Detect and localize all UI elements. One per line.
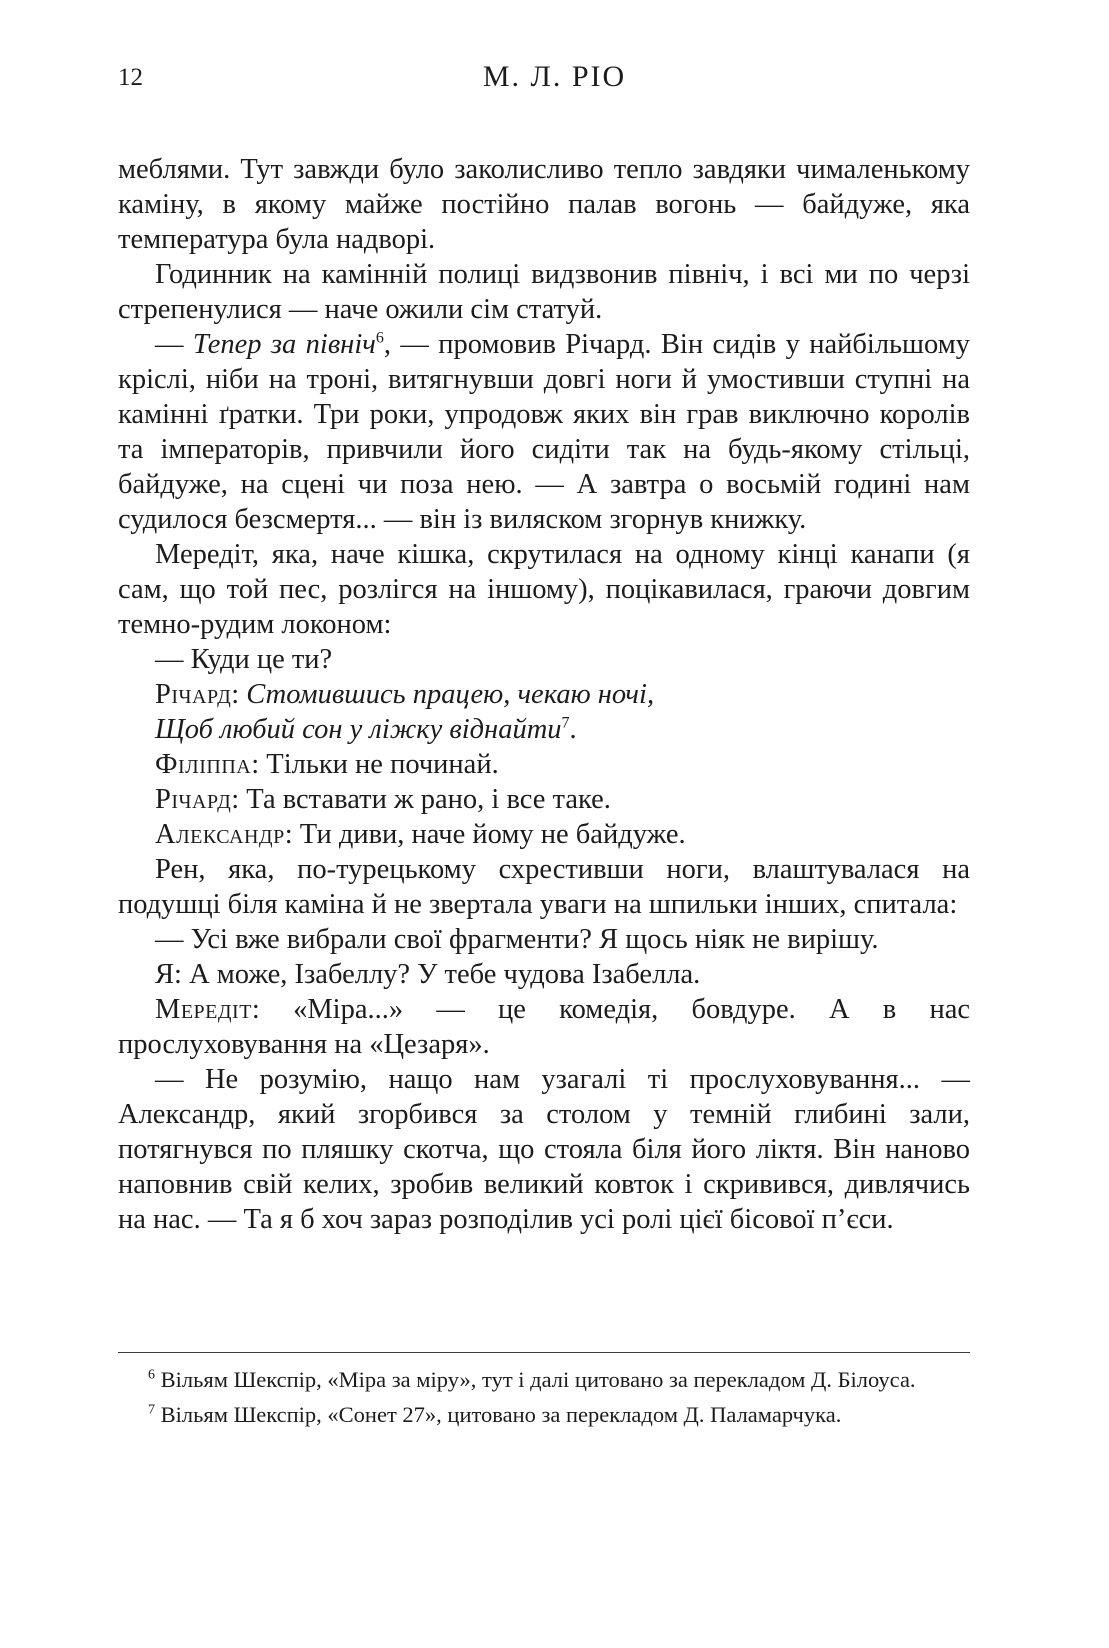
paragraph	[118, 327, 970, 537]
paragraph: — Усі вже вибрали свої фрагменти? Я щось ніяк не вирішу.	[155, 924, 879, 955]
paragraph: — Куди це ти?	[155, 644, 333, 675]
paragraph: Мередіт, яка, наче кішка, скрутилася на одному кінці канапи (я сам, що той пес, розлігся на іншому), поцікавилася, граючи довгим темно-рудим локоном:	[118, 539, 970, 640]
dialogue-text: Ти диви, наче йому не байдуже.	[299, 819, 686, 850]
footnote-marker: 7	[148, 1402, 155, 1418]
verse-italic: Стомившись працею, чекаю ночі,	[246, 679, 655, 710]
speaker-name: Мередіт	[155, 994, 252, 1025]
dialogue-line: Мередіт: «Міра...» — це комедія, бовдуре. А в нас прослуховування на «Цезаря».	[118, 994, 971, 1060]
speaker-name: Філіппа	[155, 749, 252, 780]
footnote-divider	[118, 1352, 970, 1353]
quote-italic: Тепер за північ	[192, 329, 376, 360]
footnotes	[118, 1362, 970, 1432]
dialogue-text: «Міра...» — це комедія, бовдуре. А в нас прослуховування на «Цезаря».	[118, 994, 971, 1060]
footnote-7	[118, 1397, 970, 1432]
footnote-ref-7: 7	[561, 714, 570, 732]
page-number: 12	[118, 64, 143, 91]
body-text	[118, 152, 970, 1237]
paragraph: меблями. Тут завжди було заколисливо тепло завдяки чималенькому каміну, в якому майже постійно палав вогонь — байдуже, яка температура була надворі.	[118, 154, 970, 255]
dialogue-text: Тільки не починай.	[266, 749, 499, 780]
speaker-name: Я	[155, 959, 175, 990]
speaker-name: Річард	[155, 679, 232, 710]
dialogue-text: Та вставати ж рано, і все таке.	[246, 784, 611, 815]
footnote-6	[118, 1362, 970, 1397]
dialogue-line: Александр: Ти диви, наче йому не байдуже.	[155, 819, 686, 850]
dash: —	[155, 329, 193, 360]
running-head: М. Л. РІО	[482, 60, 627, 93]
speaker-name: Александр	[155, 819, 285, 850]
dialogue-line: Філіппа: Тільки не починай.	[155, 749, 499, 780]
footnote-text: Вільям Шекспір, «Міра за міру», тут і далі цитовано за перекладом Д. Білоуса.	[160, 1367, 916, 1392]
footnote-text: Вільям Шекспір, «Сонет 27», цитовано за перекладом Д. Паламарчука.	[160, 1402, 842, 1427]
dialogue-line: Річард: Та вставати ж рано, і все таке.	[155, 784, 611, 815]
verse-line: Щоб любий сон у ліжку віднайти$^7$.	[155, 714, 577, 745]
paragraph: Годинник на камінній полиці видзвонив північ, і всі ми по черзі стрепенулися — наче ожили сім статуй.	[118, 259, 970, 325]
paragraph: — Не розумію, нащо нам узагалі ті прослуховування... — Александр, який згорбився за столом у темній глибині зали, потягнувся по пляшку скотча, що стояла біля його ліктя. Він наново наповнив свій келих, зробив великий ковток і скривився, дивлячись на нас. — Та я б хоч зараз розподілив усі ролі цієї бісової п’єси.	[118, 1064, 970, 1235]
dialogue-line: Я: А може, Ізабеллу? У тебе чудова Ізабелла.	[155, 959, 701, 990]
paragraph-rest: , — промовив Річард. Він сидів у найбільшому кріслі, ніби на троні, витягнувши довгі ноги й умостивши ступні на камінні ґратки. Три роки, упродовж яких він грав виключно королів та імператорів, привчили його сидіти так на будь-якому стільці, байдуже, на сцені чи поза нею. — А завтра о восьмій годині нам судилося безсмертя... — він із виляском згорнув книжку.	[118, 329, 970, 535]
footnote-marker: 6	[148, 1367, 155, 1383]
dialogue-line: Річард: Стомившись працею, чекаю ночі,	[155, 679, 655, 710]
dialogue-text: А може, Ізабеллу? У тебе чудова Ізабелла.	[189, 959, 701, 990]
verse-italic: Щоб любий сон у ліжку віднайти	[155, 714, 562, 745]
paragraph: Рен, яка, по-турецькому схрестивши ноги, влаштувалася на подушці біля каміна й не звертала уваги на шпильки інших, спитала:	[118, 854, 970, 920]
speaker-name: Річард	[155, 784, 232, 815]
footnote-ref-6: 6	[375, 329, 384, 347]
